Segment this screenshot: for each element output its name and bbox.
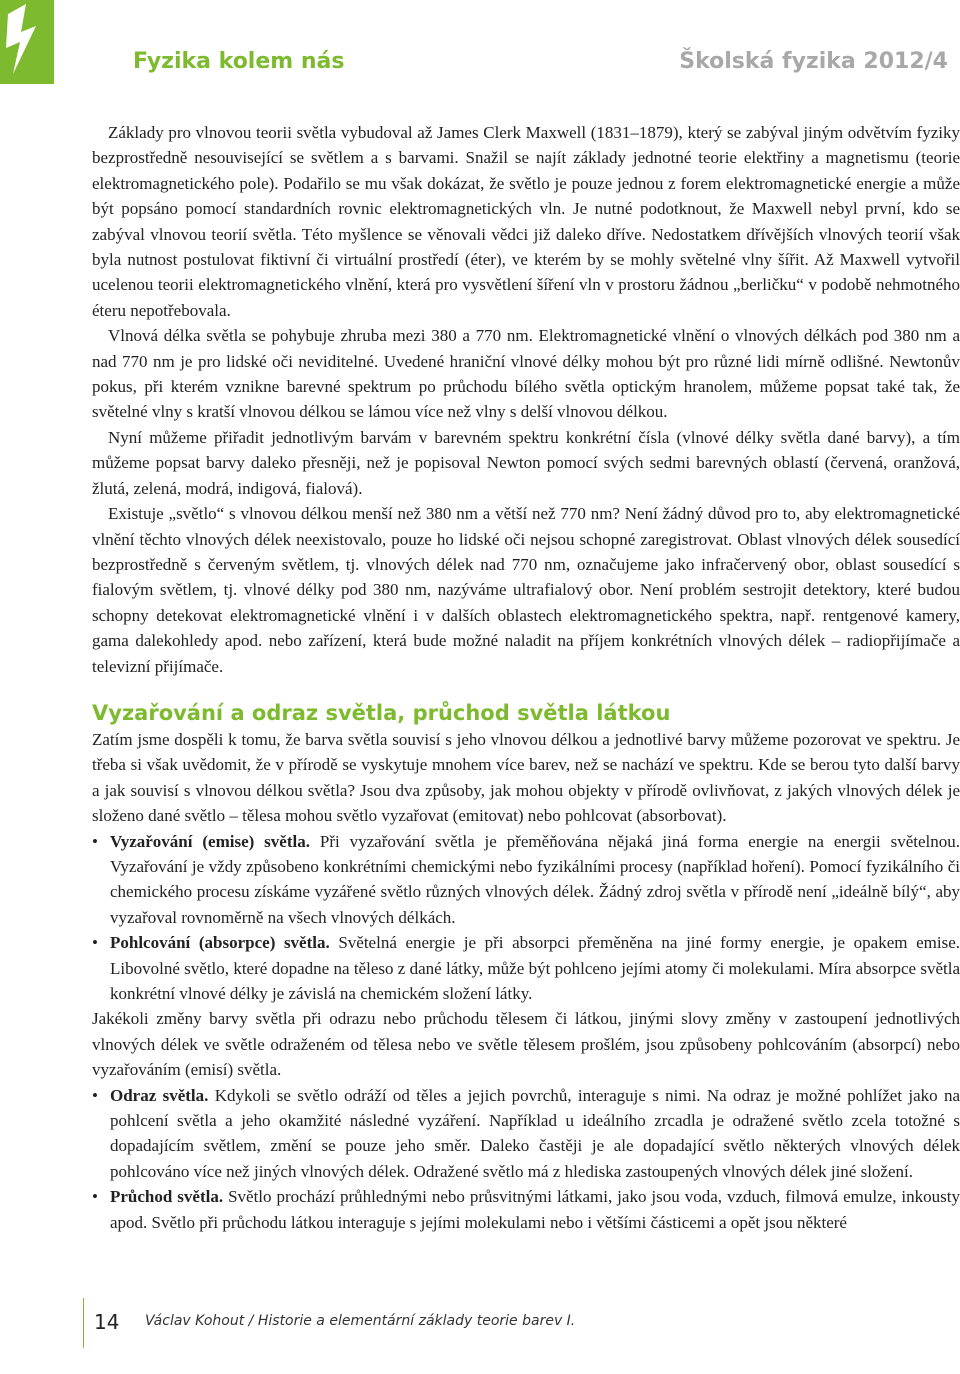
term-reflection: Odraz světla. bbox=[110, 1085, 209, 1105]
list-item-absorption bbox=[92, 930, 960, 1006]
paragraph-invisible-light: Existuje „světlo“ s vlnovou délkou menší než 380 nm a větší než 770 nm? Není žádný důvod pro to, aby elektromagnetické vlnění těchto vlnových délek neexistovalo, pouze ho lidské oči nejsou schopné zaregistrovat. Oblast vlnových délek sousedící bezprostředně s červeným světlem, tj. vlnových délek nad 770 nm, označujeme jako infračervený obor, oblast sousedící s fialovým světlem, tj. vlnové délky pod 380 nm, nazýváme ultrafialový obor. Není problém sestrojit detektory, které budou schopny detekovat elektromagnetické vlnění i v dalších oblastech elektromagnetického spektra, např. rentgenové kamery, gama dalekohledy apod. nebo zařízení, která bude možné naladit na příjem konkrétních vlnových délek – radiopřijímače a televizní přijímače. bbox=[92, 504, 960, 676]
paragraph-maxwell: Základy pro vlnovou teorii světla vybudoval až James Clerk Maxwell (1831–1879), který se zabýval jiným odvětvím fyziky bezprostředně nesouvisející se světlem a s barvami. Snažil se najít základy jednotné teorie elektřiny a magnetismu (teorie elektromagnetického pole). Podařilo se mu však dokázat, že světlo je pouze jednou z forem elektromagnetické energie a může být popsáno pomocí standardních rovnic elektromagnetických vln. Je nutné podotknout, že Maxwell nebyl první, kdo se zabýval vlnovou teorií světla. Této myšlence se věnovali vědci již daleko dříve. Nedostatkem dřívějších vlnových teorií však byla nutnost postulovat fiktivní či virtuální prostředí (éter), ve kterém by se mohly světelné vlny šířit. Až Maxwell vytvořil ucelenou teorii elektromagnetického vlnění, která pro vysvětlení šíření vln v prostoru žádnou „berličku“ v podobě nehmotného éteru nepotřebovala. bbox=[92, 123, 960, 320]
bullet-icon: • bbox=[92, 1085, 98, 1105]
bullet-icon: • bbox=[92, 1187, 98, 1207]
list-item-reflection bbox=[92, 1083, 960, 1185]
header-section-title: Fyzika kolem nás bbox=[133, 49, 345, 74]
article-body bbox=[92, 120, 960, 1235]
bullet-list-reflection-transmission bbox=[92, 1083, 960, 1235]
paragraph-wavelength: Vlnová délka světla se pohybuje zhruba mezi 380 a 770 nm. Elektromagnetické vlnění o vlnových délkách pod 380 nm a nad 770 nm je pro lidské oči neviditelné. Uvedené hraniční vlnové délky mohou být pro různé lidi mírně odlišné. Newtonův pokus, při kterém vznikne barevné spektrum po průchodu bílého světla optickým hranolem, můžeme popsat také tak, že světelné vlny s kratší vlnovou délkou se lámou více než vlny s delší vlnovou délkou. bbox=[92, 326, 960, 422]
section-intro: Zatím jsme dospěli k tomu, že barva světla souvisí s jeho vlnovou délkou a jednotlivé barvy můžeme pozorovat ve spektru. Je třeba si však uvědomit, že v přírodě se vyskytuje mnohem více barev, než se nachází ve spektru. Kde se berou tyto další barvy a jak souvisí s vlnovou délkou světla? Jsou dva způsoby, jak mohou objekty v přírodě ovlivňovat, z jakých vlnových délek je složeno dané světlo – tělesa mohou světlo vyzařovat (emitovat) nebo pohlcovat (absorbovat). bbox=[92, 729, 960, 826]
footer-author-title: Václav Kohout / Historie a elementární základy teorie barev I. bbox=[145, 1313, 576, 1329]
term-absorption: Pohlcování (absorpce) světla. bbox=[110, 933, 330, 953]
list-item-emission bbox=[92, 829, 960, 931]
bullet-icon: • bbox=[92, 933, 98, 953]
bullet-icon: • bbox=[92, 831, 98, 851]
term-emission: Vyzařování (emise) světla. bbox=[110, 831, 310, 851]
footer-divider bbox=[83, 1298, 84, 1348]
definition-absorption: Světelná energie je při absorpci přeměněna na jiné formy energie, je opakem emise. Libovolné světlo, které dopadne na těleso z dané látky, může být pohlceno jejími atomy či molekulami. Míra absorpce světla konkrétní vlnové délky je závislá na chemickém složení látky. bbox=[110, 933, 960, 1003]
paragraph-color-changes: Jakékoli změny barvy světla při odrazu nebo průchodu tělesem či látkou, jinými slovy změny v zastoupení jednotlivých vlnových délek ve světle odraženém od tělesa nebo ve světle tělesem prošlém, jsou způsobeny pohlcováním (absorpcí) nebo vyzařováním (emisí) světla. bbox=[92, 1009, 960, 1080]
definition-emission: Při vyzařování světla je přeměňována nějaká jiná forma energie na energii světelnou. Vyzařování je vždy způsobeno konkrétními chemickými nebo fyzikálními procesy (například hoření). Pomocí fyzikálního či chemického procesu získáme vyzářené světlo různých vlnových délek. Žádný zdroj světla v přírodě není „ideálně bílý“, aby vyzařoval rovnoměrně na všech vlnových délkách. bbox=[110, 831, 960, 927]
definition-transmission: Světlo prochází průhlednými nebo průsvitnými látkami, jako jsou voda, vzduch, filmová emulze, inkousty apod. Světlo při průchodu látkou interaguje s jejími molekulami nebo i většími částicemi a opět jsou některé bbox=[110, 1187, 960, 1232]
paragraph-spectrum-colors: Nyní můžeme přiřadit jednotlivým barvám v barevném spektru konkrétní čísla (vlnové délky světla dané barvy), a tím můžeme popsat barvy daleko přesněji, než je popisoval Newton pomocí svých sedmi barevných oblastí (červená, oranžová, žlutá, zelená, modrá, indigová, fialová). bbox=[92, 427, 960, 498]
header-journal-issue: Školská fyzika 2012/4 bbox=[679, 49, 948, 74]
section-heading: Vyzařování a odraz světla, průchod světla látkou bbox=[92, 700, 671, 725]
bullet-list-emission-absorption bbox=[92, 829, 960, 1007]
page-number: 14 bbox=[94, 1310, 120, 1334]
list-item-transmission bbox=[92, 1184, 960, 1235]
term-transmission: Průchod světla. bbox=[110, 1187, 224, 1207]
definition-reflection: Kdykoli se světlo odráží od těles a jejich povrchů, interaguje s nimi. Na odraz je možné pohlížet jako na pohlcení světla a jeho okamžité následné vyzáření. Například u ideálního zrcadla je odražené světlo zcela totožné s dopadajícím světlem, změní se pouze jeho směr. Daleko častěji je ale dopadající světlo některých vlnových délek pohlcováno více než jiných vlnových délek. Odražené světlo má z hlediska zastoupených vlnových délek jiné složení. bbox=[110, 1085, 960, 1181]
lightning-bolt-icon bbox=[0, 0, 54, 84]
